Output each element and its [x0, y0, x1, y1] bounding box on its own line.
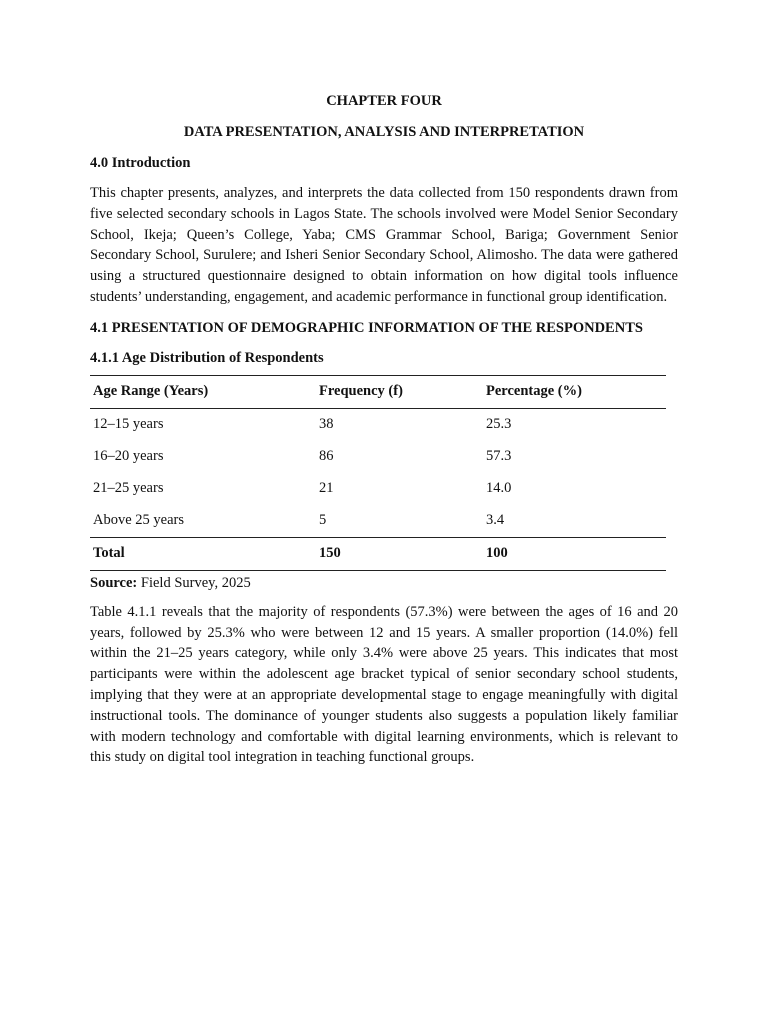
cell-age-range: 21–25 years [93, 480, 164, 497]
header-percentage: Percentage (%) [483, 375, 666, 408]
cell-age-range: Above 25 years [93, 512, 185, 529]
table-total-row [90, 537, 666, 570]
header-age-range: Age Range (Years) [90, 375, 316, 408]
cell-frequency: 21 [319, 480, 334, 497]
cell-frequency: 86 [319, 448, 334, 465]
table-source [90, 574, 678, 592]
table-header-row [90, 375, 666, 408]
source-label: Source: [90, 574, 138, 591]
header-frequency: Frequency (f) [316, 375, 483, 408]
table-row [90, 408, 666, 441]
cell-percentage: 3.4 [486, 512, 505, 529]
cell-age-range: 12–15 years [93, 416, 164, 433]
total-label: Total [90, 537, 316, 570]
chapter-subtitle: DATA PRESENTATION, ANALYSIS AND INTERPRETATION [183, 124, 585, 140]
age-distribution-table [90, 375, 666, 571]
chapter-title: CHAPTER FOUR [326, 93, 442, 109]
cell-percentage: 57.3 [486, 448, 512, 465]
cell-percentage: 25.3 [486, 416, 512, 433]
cell-age-range: 16–20 years [93, 448, 164, 465]
document-page [90, 92, 678, 779]
intro-heading: 4.0 Introduction [90, 155, 191, 171]
source-text: Field Survey, 2025 [137, 574, 251, 591]
total-percentage: 100 [483, 537, 666, 570]
cell-frequency: 5 [319, 512, 327, 529]
intro-paragraph: This chapter presents, analyzes, and interprets the data collected from 150 respondents drawn from five selected secondary schools in Lagos State. The schools involved were Model Senior Secondary School, Ikeja; Queen’s College, Yaba; CMS Grammar School, Bariga; Government Senior Secondary School, Surulere; and Isheri Senior Secondary School, Alimosho. The data were gathered using a structured questionnaire designed to obtain information on how digital tools influence students’ understanding, engagement, and academic performance in functional group identification. [90, 185, 678, 305]
total-frequency: 150 [316, 537, 483, 570]
cell-percentage: 14.0 [486, 480, 512, 497]
table-row [90, 473, 666, 505]
cell-frequency: 38 [319, 416, 334, 433]
age-distribution-heading: 4.1.1 Age Distribution of Respondents [90, 349, 324, 366]
demographics-heading: 4.1 PRESENTATION OF DEMOGRAPHIC INFORMATION OF THE RESPONDENTS [90, 319, 643, 336]
interpretation-paragraph: Table 4.1.1 reveals that the majority of respondents (57.3%) were between the ages of 16 and 20 years, followed by 25.3% who were between 12 and 15 years. A smaller proportion (14.0%) fell within the 21–25 years category, while only 3.4% were above 25 years. This indicates that most participants were within the adolescent age bracket typical of senior secondary school students, implying that they were at an appropriate developmental stage to engage meaningfully with digital instructional tools. The dominance of younger students also suggests a population likely familiar with modern technology and comfortable with digital learning environments, which is relevant to this study on digital tool integration in teaching functional groups. [90, 603, 678, 766]
table-row [90, 505, 666, 538]
table-row [90, 441, 666, 473]
